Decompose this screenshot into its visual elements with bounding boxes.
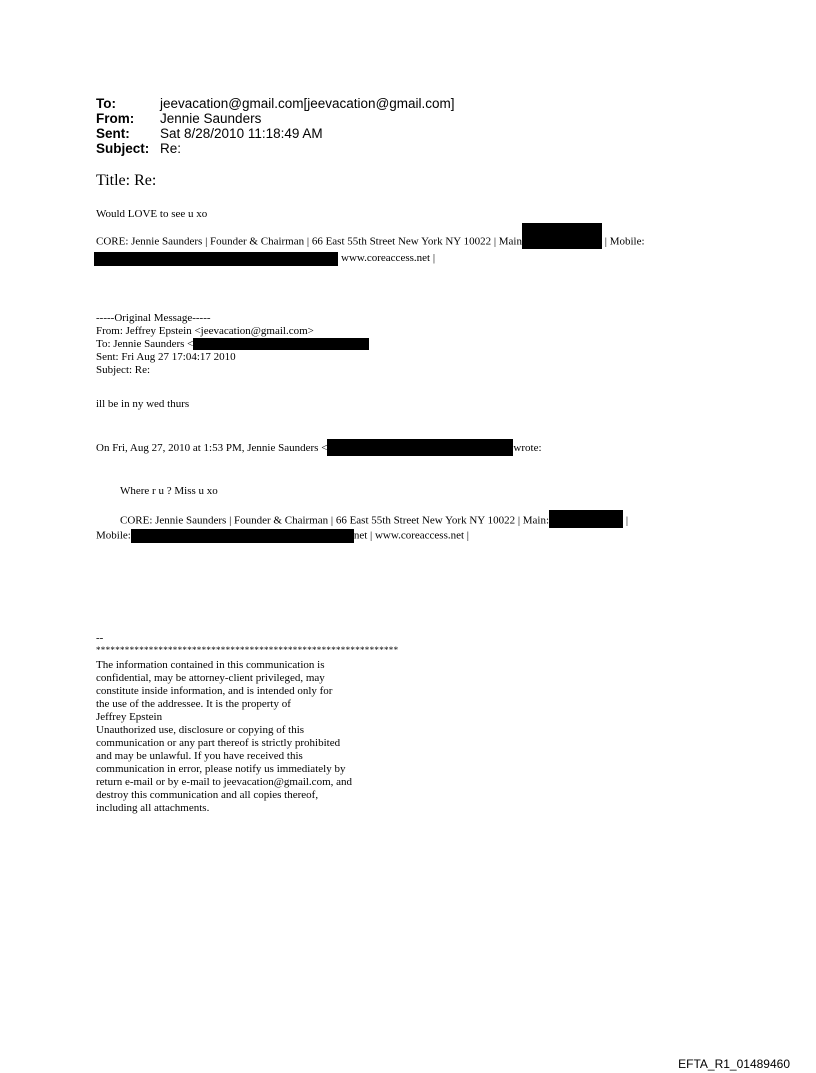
from-label: From: [96, 111, 135, 126]
to-label: To: [96, 96, 116, 111]
disclaimer-stars: *************************************************************** [96, 645, 399, 655]
original-divider: -----Original Message----- [96, 312, 211, 324]
reply-signature-text: CORE: Jennie Saunders | Founder & Chairman | 66 East 55th Street New York NY 10022 | Main [96, 235, 522, 248]
reply-signature-website: www.coreaccess.net | [341, 252, 436, 264]
original-to [96, 338, 369, 351]
disclaimer-line: constitute inside information, and is intended only for [96, 685, 333, 697]
disclaimer-line: The information contained in this communication is [96, 659, 325, 671]
reply-signature-mobile: | Mobile: [604, 235, 645, 248]
quoted-signature-website: net | www.coreaccess.net | [353, 529, 470, 542]
from-row [96, 111, 455, 126]
redaction-box [94, 252, 338, 266]
redaction-box [327, 439, 513, 456]
subject-label: Subject: [96, 141, 150, 156]
original-sent: Sent: Fri Aug 27 17:04:17 2010 [96, 351, 236, 363]
disclaimer-line: destroy this communication and all copies thereof, [96, 789, 319, 801]
redaction-box [193, 338, 369, 350]
redaction-box [131, 529, 354, 543]
reply-signature-line1 [96, 235, 645, 249]
disclaimer-dashes: -- [96, 632, 104, 644]
quoted-message: Where r u ? Miss u xo [120, 485, 218, 497]
redaction-box [522, 223, 602, 249]
quoted-signature-pipe: | [625, 514, 629, 527]
quoted-signature-mobile: Mobile: [96, 529, 131, 542]
disclaimer-line: the use of the addressee. It is the property of [96, 698, 291, 710]
disclaimer-text [96, 659, 352, 815]
sent-row [96, 126, 455, 141]
quoted-attribution [96, 441, 542, 456]
to-value: jeevacation@gmail.com[jeevacation@gmail.com] [160, 96, 455, 111]
disclaimer-line: communication in error, please notify us immediately by [96, 763, 346, 775]
sent-label: Sent: [96, 126, 130, 141]
document-title: Title: Re: [96, 172, 157, 189]
original-message: ill be in ny wed thurs [96, 398, 190, 410]
email-header [96, 96, 455, 156]
original-to-text: To: Jennie Saunders < [96, 338, 194, 350]
disclaimer-line: and may be unlawful. If you have received this [96, 750, 303, 762]
disclaimer-line: Jeffrey Epstein [96, 711, 163, 723]
disclaimer-line: confidential, may be attorney-client privileged, may [96, 672, 325, 684]
subject-row [96, 141, 455, 156]
quoted-attribution-text: On Fri, Aug 27, 2010 at 1:53 PM, Jennie Saunders < [96, 442, 328, 455]
quoted-attribution-wrote: wrote: [513, 442, 542, 455]
subject-value: Re: [160, 141, 182, 156]
disclaimer-line: including all attachments. [96, 802, 210, 814]
quoted-signature-text: CORE: Jennie Saunders | Founder & Chairman | 66 East 55th Street New York NY 10022 | Main: [120, 514, 550, 527]
redaction-box [549, 510, 623, 528]
from-value: Jennie Saunders [160, 111, 262, 126]
quoted-signature-line2 [96, 529, 469, 543]
disclaimer-line: Unauthorized use, disclosure or copying of this [96, 724, 305, 736]
original-subject: Subject: Re: [96, 364, 151, 376]
original-from: From: Jeffrey Epstein <jeevacation@gmail.com> [96, 325, 314, 337]
disclaimer-line: return e-mail or by e-mail to jeevacation@gmail.com, and [96, 776, 353, 788]
reply-message: Would LOVE to see u xo [96, 208, 208, 220]
to-row [96, 96, 455, 111]
disclaimer-line: communication or any part thereof is strictly prohibited [96, 737, 341, 749]
quoted-signature-line1 [120, 514, 628, 528]
document-id: EFTA_R1_01489460 [678, 1057, 790, 1071]
sent-value: Sat 8/28/2010 11:18:49 AM [160, 126, 323, 141]
